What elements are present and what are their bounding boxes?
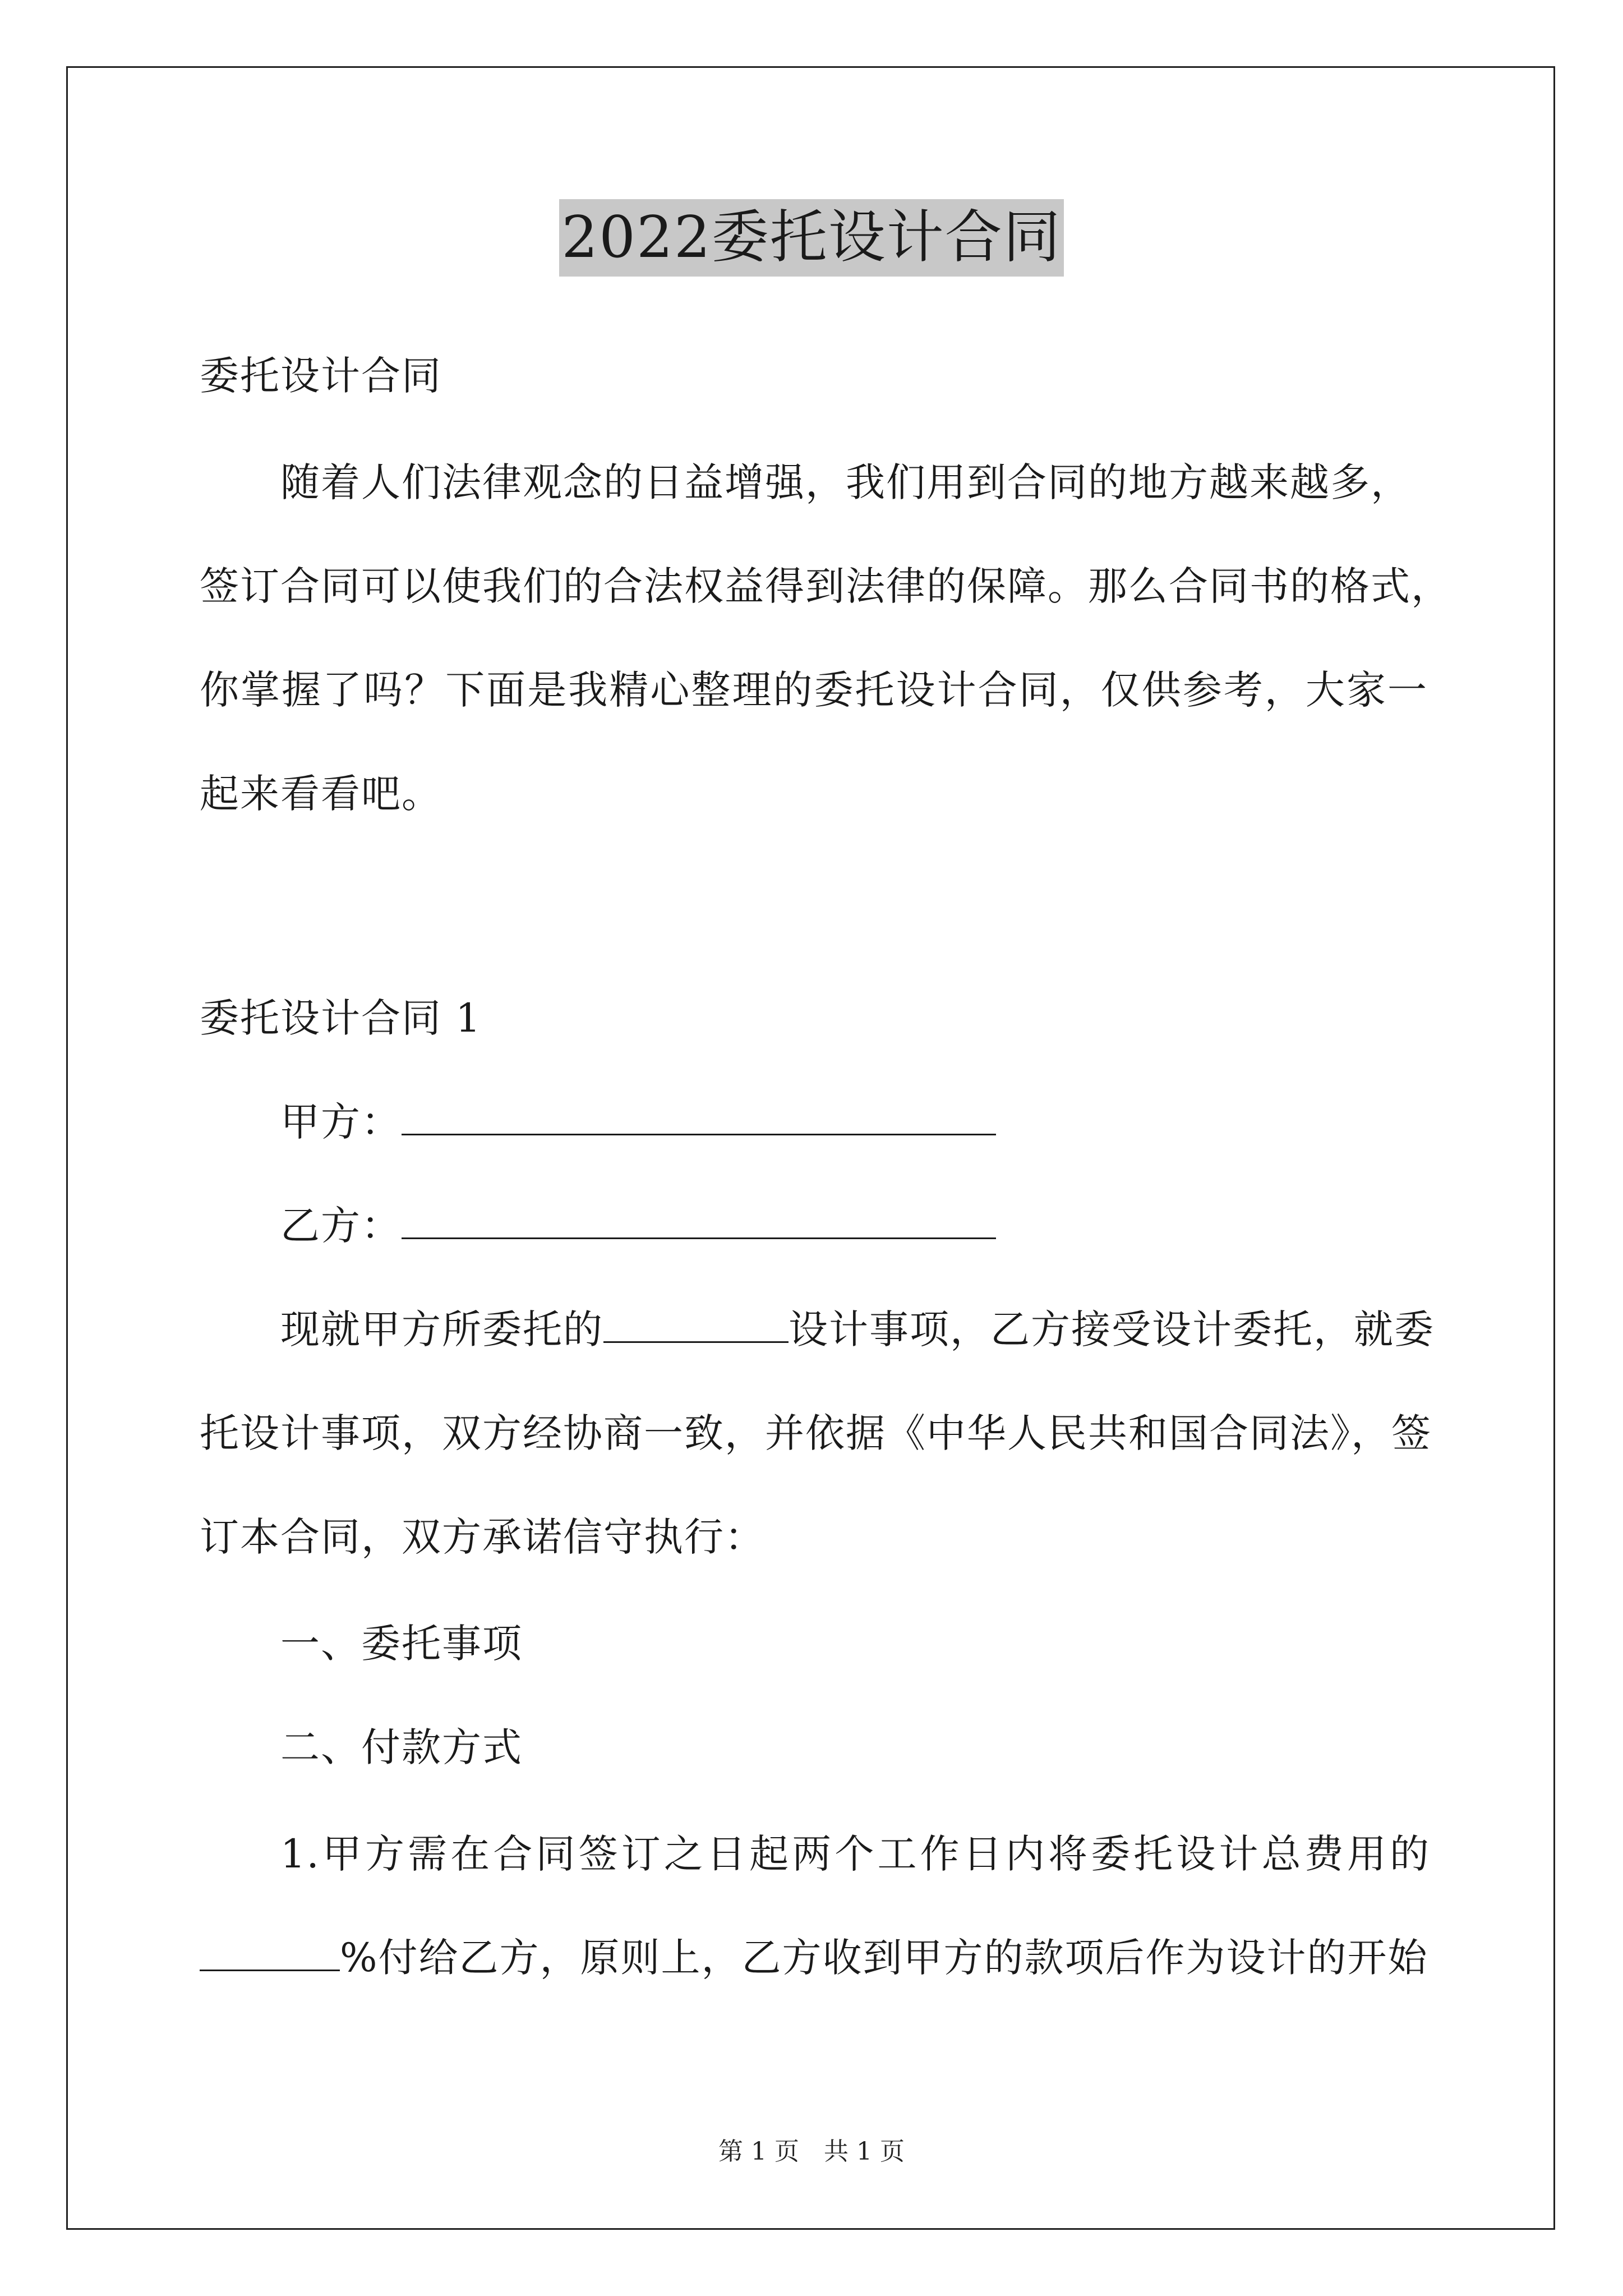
intro-line-3: 你掌握了吗？下面是我精心整理的委托设计合同，仅供参考，大家一 bbox=[200, 667, 1428, 713]
para1-line-3: 订本合同，双方承诺信守执行： bbox=[200, 1514, 765, 1560]
item1-line-2 bbox=[200, 1930, 1428, 1986]
design-item-blank bbox=[603, 1302, 789, 1343]
party-a-blank bbox=[402, 1094, 996, 1135]
document-title: 2022委托设计合同 bbox=[559, 199, 1064, 277]
page-footer: 第 1 页 共 1 页 bbox=[718, 2137, 905, 2166]
party-a-row bbox=[280, 1094, 996, 1150]
intro-line-1: 随着人们法律观念的日益增强，我们用到合同的地方越来越多， bbox=[280, 459, 1411, 505]
party-b-row bbox=[280, 1198, 996, 1254]
percent-blank bbox=[200, 1930, 340, 1971]
party-b-blank bbox=[402, 1198, 996, 1239]
intro-line-2: 签订合同可以使我们的合法权益得到法律的保障。那么合同书的格式， bbox=[200, 563, 1451, 609]
para1-line-1 bbox=[280, 1301, 1435, 1358]
item1-line2-post: %付给乙方，原则上，乙方收到甲方的款项后作为设计的开始 bbox=[340, 1935, 1428, 1981]
party-a-label: 甲方： bbox=[280, 1099, 402, 1145]
party-b-label: 乙方： bbox=[280, 1203, 402, 1249]
section-1-heading: 一、委托事项 bbox=[280, 1621, 523, 1667]
para1-line1-post: 设计事项，乙方接受设计委托，就委 bbox=[789, 1306, 1435, 1352]
heading-contract: 委托设计合同 bbox=[200, 353, 442, 399]
item1-line-1: 1.甲方需在合同签订之日起两个工作日内将委托设计总费用的 bbox=[280, 1831, 1430, 1877]
section-2-heading: 二、付款方式 bbox=[280, 1724, 523, 1770]
intro-line-4: 起来看看吧。 bbox=[200, 771, 442, 817]
para1-line1-pre: 现就甲方所委托的 bbox=[280, 1306, 603, 1352]
heading-contract-1: 委托设计合同 1 bbox=[200, 995, 482, 1041]
para1-line-2: 托设计事项，双方经协商一致，并依据《中华人民共和国合同法》，签 bbox=[200, 1410, 1432, 1456]
